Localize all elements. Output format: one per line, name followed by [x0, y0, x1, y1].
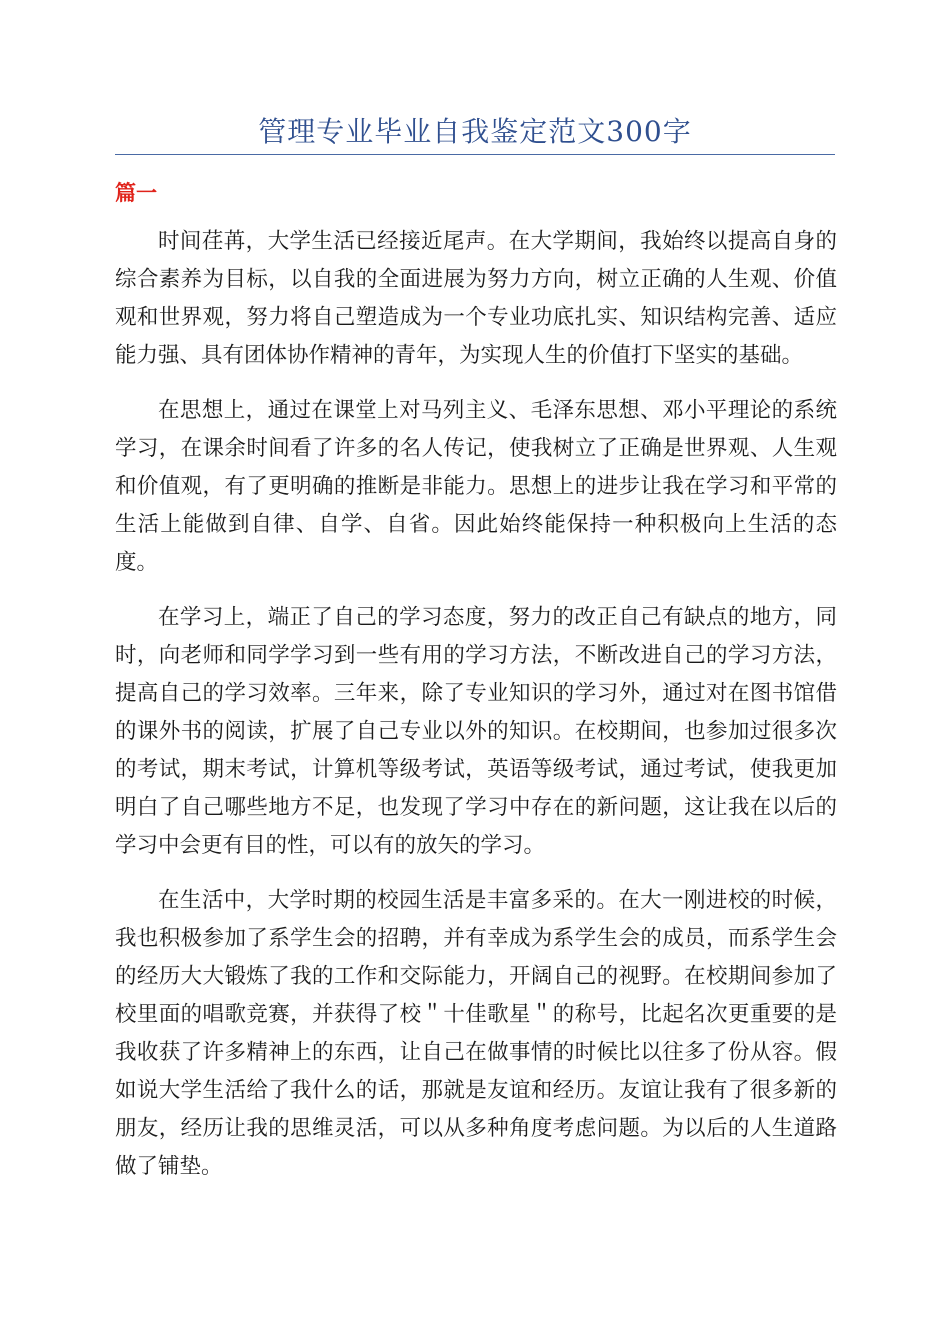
paragraph-4: 在生活中，大学时期的校园生活是丰富多采的。在大一刚进校的时候，我也积极参加了系学生会的招聘，并有幸成为系学生会的成员，而系学生会的经历大大锻炼了我的工作和交际能力，开阔自己的视野。在校期间参加了校里面的唱歌竞赛，并获得了校＂十佳歌星＂的称号，比起名次更重要的是我收获了许多精神上的东西，让自己在做事情的时候比以往多了份从容。假如说大学生活给了我什么的话，那就是友谊和经历。友谊让我有了很多新的朋友，经历让我的思维灵活，可以从多种角度考虑问题。为以后的人生道路做了铺垫。 [115, 888, 837, 1179]
section-heading: 篇一 [115, 181, 157, 205]
paragraph-2: 在思想上，通过在课堂上对马列主义、毛泽东思想、邓小平理论的系统学习，在课余时间看了许多的名人传记，使我树立了正确是世界观、人生观和价值观，有了更明确的推断是非能力。思想上的进步让我在学习和平常的生活上能做到自律、自学、自省。因此始终能保持一种积极向上生活的态度。 [115, 398, 837, 575]
paragraph-1: 时间荏苒，大学生活已经接近尾声。在大学期间，我始终以提高自身的综合素养为目标，以自我的全面进展为努力方向，树立正确的人生观、价值观和世界观，努力将自己塑造成为一个专业功底扎实、知识结构完善、适应能力强、具有团体协作精神的青年，为实现人生的价值打下坚实的基础。 [115, 229, 837, 368]
paragraph-3: 在学习上，端正了自己的学习态度，努力的改正自己有缺点的地方，同时，向老师和同学学习到一些有用的学习方法，不断改进自己的学习方法，提高自己的学习效率。三年来，除了专业知识的学习外，通过对在图书馆借的课外书的阅读，扩展了自己专业以外的知识。在校期间，也参加过很多次的考试，期末考试，计算机等级考试，英语等级考试，通过考试，使我更加明白了自己哪些地方不足，也发现了学习中存在的新问题，这让我在以后的学习中会更有目的性，可以有的放矢的学习。 [115, 605, 837, 858]
document-body [115, 223, 837, 1203]
document-title: 管理专业毕业自我鉴定范文300字 [258, 115, 692, 148]
title-underline [115, 154, 835, 155]
